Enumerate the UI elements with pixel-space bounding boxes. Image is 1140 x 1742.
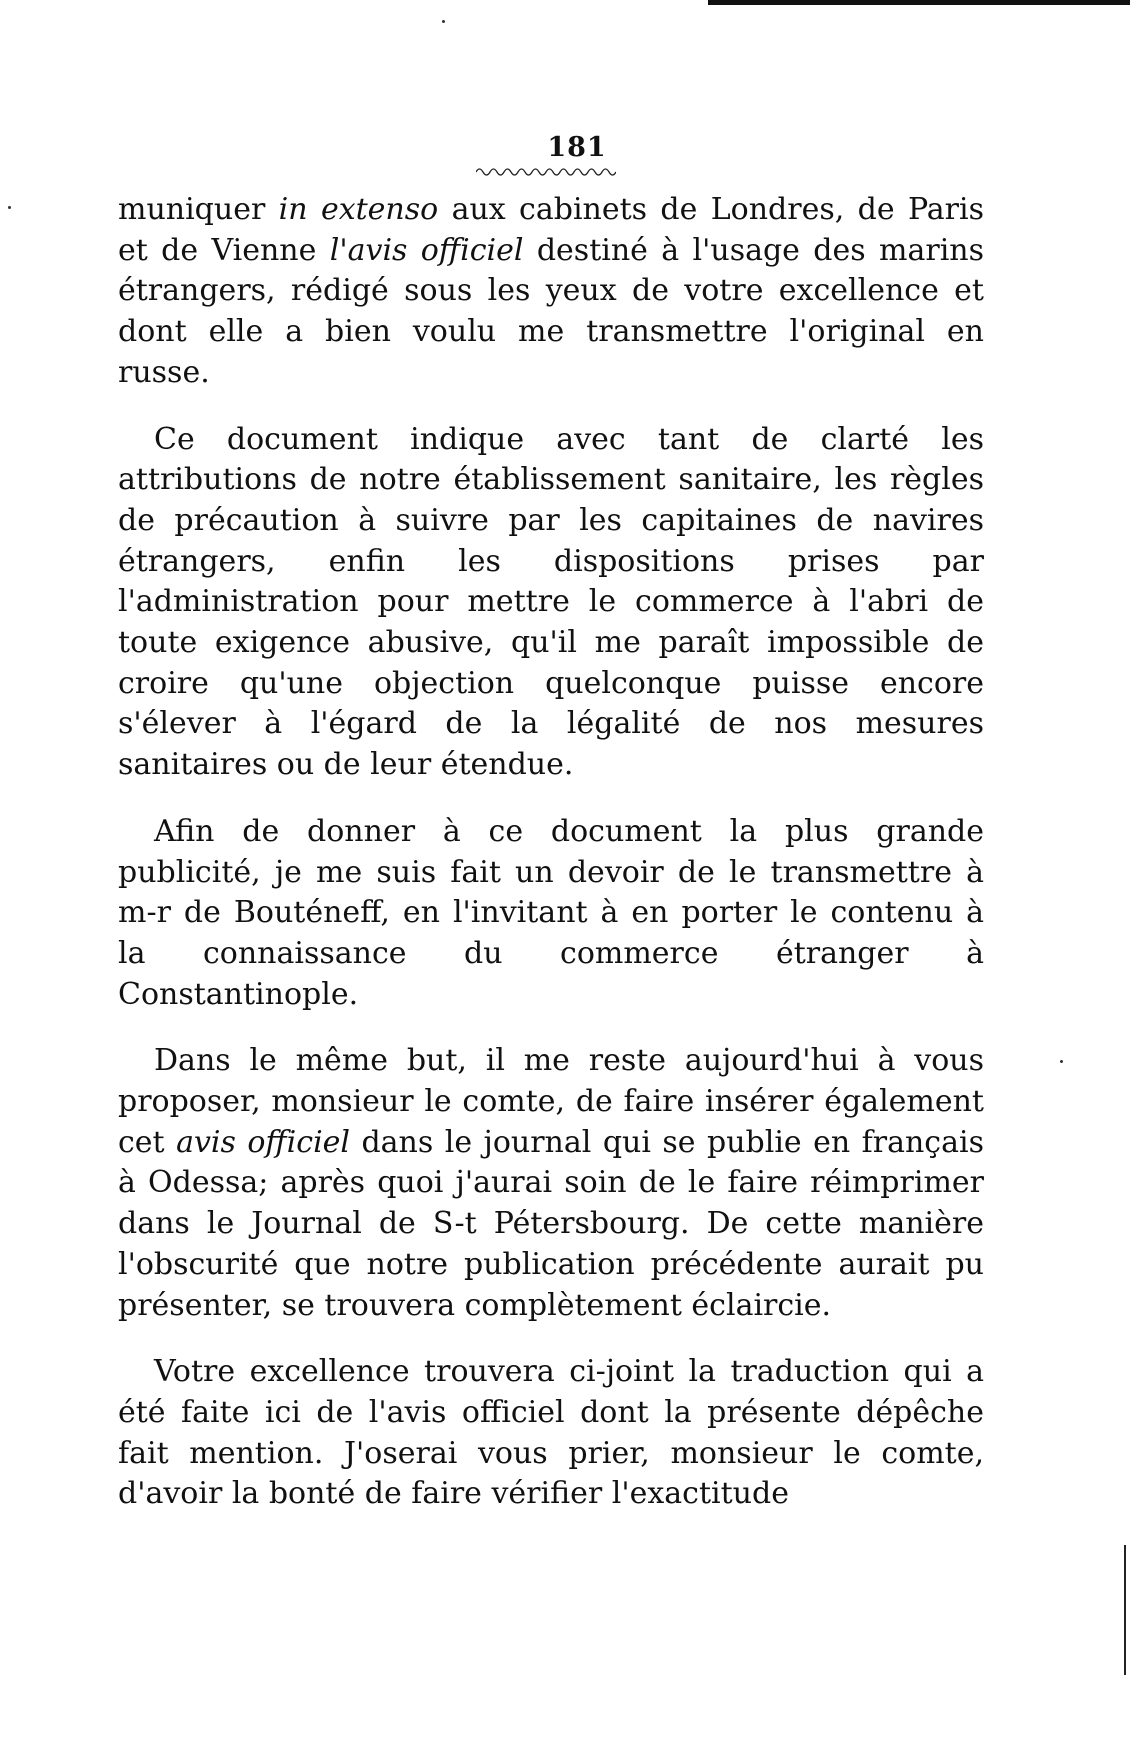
wavy-ornament — [476, 166, 616, 176]
text-run: dans le journal qui se publie en français à Odessa; après quoi j'aurai soin de le faire réimprimer dans le Journal de S-t Pétersbourg. De cette manière l'obscurité que notre publication précédente aurait pu présenter, se trouvera complètement éclaircie. — [118, 1124, 984, 1323]
body-text — [118, 190, 984, 1515]
margin-mark — [1124, 1545, 1126, 1675]
page-number: 181 — [547, 132, 607, 163]
paper-speck — [8, 206, 11, 209]
text-run: muniquer — [118, 192, 279, 227]
text-run: Votre excellence trouvera ci-joint la traduction qui a été faite ici de l'avis officiel dont la présente dépêche fait mention. J'oserai vous prier, monsieur le comte, d'avoir la bonté de faire vérifier l'exactitude — [118, 1354, 984, 1512]
text-run: destiné à l'usage des marins étrangers, rédigé sous les yeux de votre excellence et dont elle a bien voulu me transmettre l'original en russe. — [118, 232, 985, 390]
italic-run: in extenso — [278, 192, 439, 227]
paragraph — [118, 420, 984, 786]
paragraph — [118, 190, 984, 394]
paragraph — [118, 1352, 984, 1515]
italic-run: avis officiel — [176, 1124, 351, 1160]
italic-run: l'avis officiel — [329, 232, 524, 268]
text-run: Afin de donner à ce document la plus grande publicité, je me suis fait un devoir de le transmettre à m-r de Bouténeff, en l'invitant à en porter le contenu à la connaissance du commerce étranger à Constantinople. — [118, 813, 984, 1012]
text-run: aux cabinets de Londres, de Paris et de Vienne — [118, 192, 985, 268]
text-run: Ce document indique avec tant de clarté les attributions de notre établissement sanitaire, les règles de précaution à suivre par les capitaines de navires étrangers, enfin les dispositions prises par l'administration pour mettre le commerce à l'abri de toute exigence abusive, qu'il me paraît impossible de croire qu'une objection quelconque puisse encore s'élever à l'égard de la légalité de nos mesures sanitaires ou de leur étendue. — [118, 421, 984, 783]
paragraph — [118, 1041, 984, 1326]
text-run: Dans le même but, il me reste aujourd'hui à vous proposer, monsieur le comte, de faire insérer également cet — [118, 1043, 984, 1160]
paper-speck — [1060, 1060, 1063, 1063]
paper-speck — [442, 20, 445, 23]
paragraph — [118, 812, 984, 1016]
top-edge-rule — [708, 0, 1130, 5]
